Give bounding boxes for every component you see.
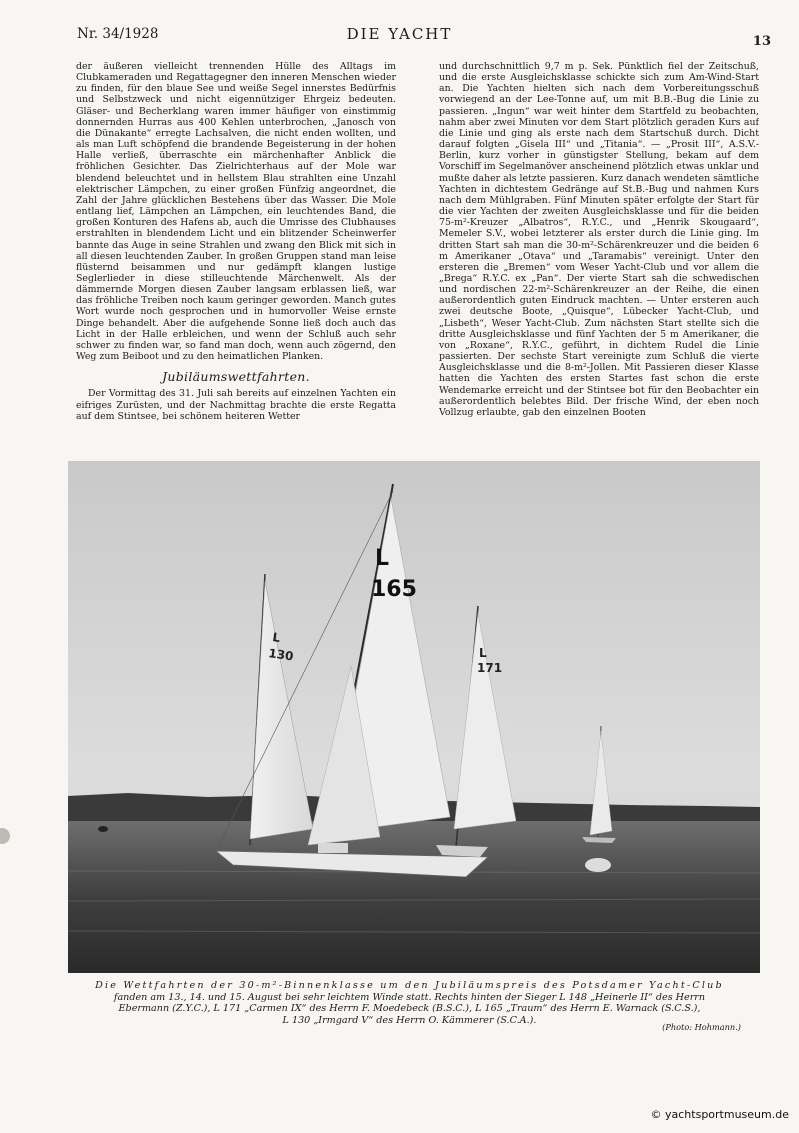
photo-caption — [77, 980, 742, 1026]
sail-letter-l165: L — [375, 546, 390, 571]
sail-letter-l130: L — [271, 630, 282, 646]
magazine-title: DIE YACHT — [346, 25, 453, 43]
left-paragraph-1: der äußeren vielleicht trennenden Hülle des Alltags im Clubkameraden und Regattagegner den inneren Menschen wieder zu finden, für den blaue See und weiße Segel innerstes Bedürfnis und Selbstzweck und nicht eigennütziger Ehrgeiz bedeuten. Gläser- und Becherklang waren immer häufiger von einstimmig donnernden Hurras aus 400 Kehlen unterbrochen, „Janosch von die Dünakante“ erregte Lachsalven, die nicht enden wollten, und als man Luft schöpfend die brandende Begeisterung in der hohen Halle verließ, überraschte ein märchenhafter Anblick die fröhlichen Gesichter. Das Zielrichterhaus auf der Mole war blendend beleuchtet und in hellstem Blau strahlten eine Unzahl elektrischer Lämpchen, zu einer großen Fünfzig angeordnet, die Zahl der Jahre glücklichen Bestehens über das Wasser. Die Mole entlang lief, Lämpchen an Lämpchen, ein leuchtendes Band, die großen Konturen des Hafens ab, auch die Umrisse des Clubhauses erstrahlten in blendendem Licht und ein blitzender Scheinwerfer bannte das Auge in seine Strahlen und zwang den Blick mit sich in all diesen leuchtenden Zauber. In großen Gruppen stand man leise flüsternd beisammen und nur gedämpft klangen lustige Seglerlieder in diese stilleuchtende Märchenwelt. Als der dämmernde Morgen diesen Zauber langsam erblassen ließ, war das fröhliche Treiben noch kaum geringer geworden. Manch gutes Wort wurde noch gesprochen und in humorvoller Weise ernste Dinge behandelt. Aber die aufgehende Sonne ließ doch auch das Licht in der Halle erbleichen, und wenn der Schluß auch sehr schwer zu finden war, so fand man doch, wenn auch zögernd, den Weg zum Beiboot und zu den heimatlichen Planken. — [76, 61, 396, 363]
sail-number-171: 171 — [477, 661, 503, 675]
caption-line-1: Die Wettfahrten der 30-m²-Binnenklasse um den Jubiläumspreis des Potsdamer Yacht-Club — [95, 980, 724, 991]
left-column — [76, 61, 396, 453]
sail-number-165: 165 — [371, 577, 417, 602]
caption-line-2: fanden am 13., 14. und 15. August bei sehr leichtem Winde statt. Rechts hinten der Sieger L 148 „Heinerle II“ des Herrn — [113, 991, 706, 1003]
sail-number-130: 130 — [267, 646, 295, 664]
left-paragraph-2: Der Vormittag des 31. Juli sah bereits auf einzelnen Yachten ein eifriges Zurüsten, und der Nachmittag brachte die erste Regatta auf dem Stintsee, bei schönem heiteren Wetter — [76, 388, 396, 422]
museum-watermark: © yachtsportmuseum.de — [650, 1108, 789, 1121]
distant-dinghy — [98, 826, 108, 832]
right-paragraph-1: und durchschnittlich 9,7 m p. Sek. Pünktlich fiel der Zeitschuß, und die erste Ausgleichsklasse schickte sich zum Am-Wind-Start an. Die Yachten hielten sich nach dem Vorbereitungsschuß vorwiegend an der Lee-Tonne auf, um mit B.B.-Bug die Linie zu passieren. „Ingun“ war weit hinter dem Startfeld zu beobachten, nahm aber zwei Minuten vor dem Start plötzlich geraden Kurs auf die Linie und ging als erste nach dem Startschuß durch. Dicht darauf folgten „Gisela III“ und „Titania“. — „Prosit III“, A.S.V.-Berlin, kurz vorher in günstigster Stellung, bekam auf dem Vorschiff im Segelmanöver anscheinend plötzlich etwas unklar und mußte daher als letzte passieren. Kurz danach wendeten sämtliche Yachten in dichtestem Gedränge auf St.B.-Bug und nahmen Kurs nach dem Mühlgraben. Fünf Minuten später erfolgte der Start für die vier Yachten der zweiten Ausgleichsklasse und für die beiden 75-m²-Kreuzer „Albatros“, R.Y.C., und „Henrik Skougaard“, Memeler S.V., wobei letzterer als erster durch die Linie ging. Im dritten Start sah man die 30-m²-Schärenkreuzer und die beiden 6 m Amerikaner „Otava“ und „Taramabis“ vereinigt. Unter den ersteren die „Bremen“ vom Weser Yacht-Club und vor allem die „Brega“ R.Y.C. ex „Pan“. Der vierte Start sah die schwedischen und nordischen 22-m²-Schärenkreuzer an der Reihe, die einen außerordentlich guten Eindruck machten. — Unter ersteren auch zwei deutsche Boote, „Quisque“, Lübecker Yacht-Club, und „Lisbeth“, Weser Yacht-Club. Zum nächsten Start stellte sich die dritte Ausgleichsklasse und fünf Yachten der 5 m Amerikaner, die von „Roxane“, R.Y.C., geführt, in dichtem Rudel die Linie passierten. Der sechste Start vereinigte zum Schluß die vierte Ausgleichsklasse und die 8-m²-Jollen. Mit Passieren dieser Klasse hatten die Yachten des ersten Startes fast schon die erste Wendemarke erreicht und der Stintsee bot für den Beobachter ein außerordentlich belebtes Bild. Der frische Wind, der eben noch Vollzug erlaubte, gab den einzelnen Booten — [439, 61, 759, 418]
right-column — [439, 61, 759, 453]
sailboats-photo-illustration — [68, 461, 760, 973]
regatta-photo — [68, 461, 760, 973]
caption-line-3: Ebermann (Z.Y.C.), L 171 „Carmen IX“ des Herrn F. Moedebeck (B.S.C.), L 165 „Traum“ des Herrn E. Warnack (S.C.S.), — [118, 1003, 701, 1015]
page-number: 13 — [752, 34, 771, 49]
binding-hole — [0, 828, 10, 844]
section-subheading: Jubiläumswettfahrten. — [162, 369, 310, 385]
issue-number: Nr. 34/1928 — [77, 26, 159, 42]
photo-credit: (Photo: Hohmann.) — [662, 1022, 741, 1032]
caption-line-4: L 130 „Irmgard V“ des Herrn O. Kämmerer (S.C.A.). — [282, 1014, 537, 1026]
sail-letter-l171: L — [479, 646, 487, 660]
buoy — [585, 858, 611, 872]
lake-water — [68, 821, 760, 973]
